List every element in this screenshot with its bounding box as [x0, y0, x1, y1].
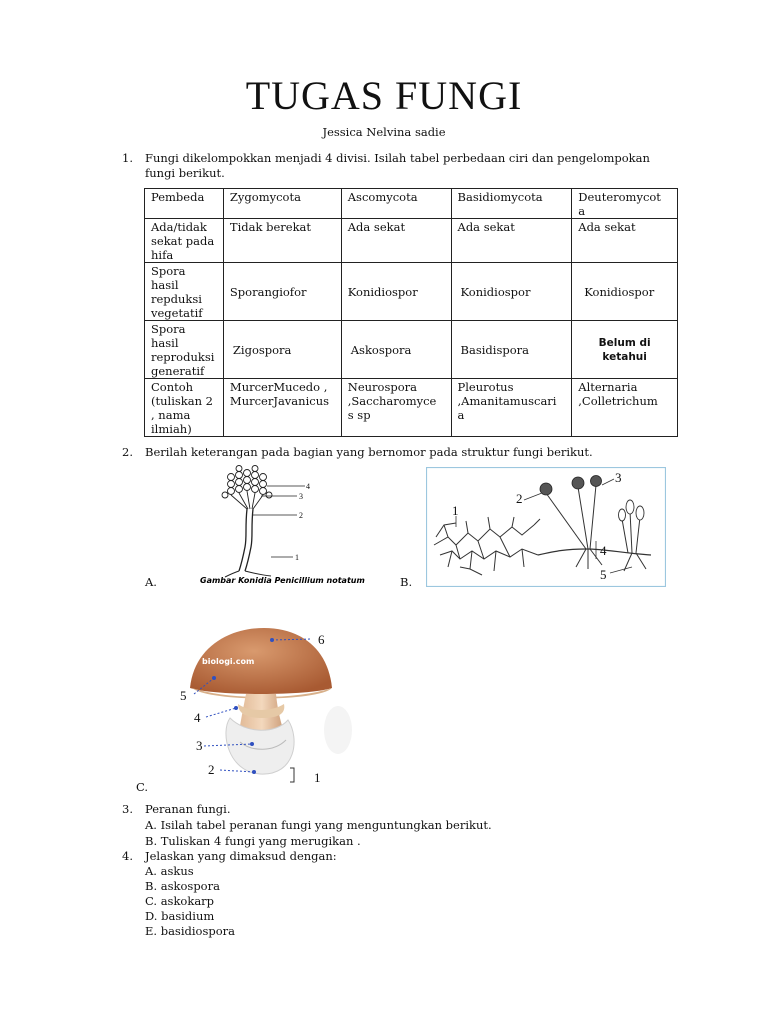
document-title: TUGAS FUNGI	[245, 73, 523, 118]
question-2-text: Berilah keterangan pada bagian yang bernomor pada struktur fungi berikut.	[145, 445, 593, 459]
question-4-item: A. askus	[145, 864, 194, 878]
question-4-item: C. askokarp	[145, 894, 215, 908]
row-label-line: vegetatif	[151, 306, 203, 320]
figure-c-number: 2	[208, 762, 215, 777]
question-4-item: D. basidium	[145, 909, 215, 923]
header-cell-line: Deuteromycot	[578, 190, 661, 204]
question-3-number: 3.	[122, 802, 133, 816]
table-cell: Tidak berekat	[223, 219, 341, 263]
table-cell: Zigospora	[223, 321, 341, 379]
row-label-line: Spora	[151, 264, 186, 278]
question-4-text: Jelaskan yang dimaksud dengan:	[145, 849, 337, 863]
figure-b-number: 4	[600, 543, 607, 558]
figure-c-number: 1	[314, 770, 321, 785]
figure-b-number: 3	[615, 470, 622, 485]
table-row	[145, 379, 678, 437]
table-cell: Askospora	[341, 321, 451, 379]
cell-line: a	[457, 408, 465, 422]
figure-b-rhizopus	[426, 467, 666, 587]
table-row	[145, 263, 678, 321]
figure-a-number: 1	[295, 553, 299, 562]
cell-line: Belum di	[598, 337, 651, 349]
row-label	[145, 321, 224, 379]
figure-b-label: B.	[400, 575, 413, 589]
row-label-line: Ada/tidak	[151, 220, 207, 234]
figure-c-number: 4	[194, 710, 201, 725]
row-label-line: sekat pada	[151, 234, 215, 248]
row-label-line: ilmiah)	[151, 422, 192, 436]
row-label-line: hifa	[151, 248, 174, 262]
cell-line: Neurospora	[347, 380, 417, 394]
cell-line: ,Saccharomyce	[347, 394, 437, 408]
cell-line: Pleurotus	[457, 380, 514, 394]
table-cell: Konidiospor	[341, 263, 451, 321]
cell-line: ketahui	[602, 351, 647, 363]
row-label-line: Contoh	[151, 380, 194, 394]
row-label	[145, 263, 224, 321]
table-cell: Basidispora	[451, 321, 572, 379]
figure-c-mushroom	[168, 622, 354, 787]
cell-line: s sp	[347, 408, 371, 422]
figure-c-number: 5	[180, 688, 187, 703]
header-cell: Zygomycota	[223, 189, 341, 219]
row-label-line: reproduksi	[151, 350, 215, 364]
table-cell: Ada sekat	[341, 219, 451, 263]
question-4-number: 4.	[122, 849, 133, 863]
question-3-item: B. Tuliskan 4 fungi yang merugikan .	[145, 834, 361, 848]
header-cell-line: a	[578, 204, 586, 218]
question-2-number: 2.	[122, 445, 133, 459]
question-3-item: A. Isilah tabel peranan fungi yang menguntungkan berikut.	[145, 818, 492, 832]
cell-line: MurcerJavanicus	[229, 394, 329, 408]
row-label-line: , nama	[151, 408, 191, 422]
figure-a-number: 3	[299, 492, 303, 501]
table-cell: Ada sekat	[572, 219, 678, 263]
table-cell: Sporangiofor	[223, 263, 341, 321]
figure-c-watermark: biologi.com	[202, 657, 255, 666]
question-1-number: 1.	[122, 151, 133, 165]
figure-b-number: 1	[452, 503, 459, 518]
figure-b-number: 5	[600, 567, 607, 582]
row-label-line: repduksi	[151, 292, 202, 306]
row-label-line: hasil	[151, 336, 179, 350]
table-cell: Konidiospor	[451, 263, 572, 321]
figure-c-number: 3	[196, 738, 203, 753]
figure-c-label: C.	[136, 780, 149, 794]
table-cell	[451, 379, 572, 437]
table-cell: Konidiospor	[572, 263, 678, 321]
table-cell	[341, 379, 451, 437]
figure-a-penicillium	[195, 465, 385, 590]
question-3-text: Peranan fungi.	[145, 802, 231, 816]
question-4-item: B. askospora	[145, 879, 220, 893]
question-1-text-line1: Fungi dikelompokkan menjadi 4 divisi. Isilah tabel perbedaan ciri dan pengelompokan	[145, 151, 650, 165]
figure-a-caption: Gambar Konidia Penicillium notatum	[200, 576, 365, 585]
row-label-line: Spora	[151, 322, 186, 336]
figure-a-number: 4	[306, 482, 310, 491]
table-cell	[223, 379, 341, 437]
question-1-text-line2: fungi berikut.	[145, 166, 225, 180]
table-header-row	[145, 189, 678, 219]
figure-c-number: 6	[318, 632, 325, 647]
table-cell	[572, 379, 678, 437]
fungi-division-table	[144, 188, 678, 437]
figure-a-number: 2	[299, 511, 303, 520]
cell-line: Alternaria	[578, 380, 638, 394]
header-cell: Ascomycota	[341, 189, 451, 219]
table-cell: Ada sekat	[451, 219, 572, 263]
table-row	[145, 219, 678, 263]
cell-line: ,Colletrichum	[578, 394, 658, 408]
row-label-line: (tuliskan 2	[151, 394, 213, 408]
row-label-line: hasil	[151, 278, 179, 292]
cell-line: ,Amanitamuscari	[457, 394, 557, 408]
header-cell: Pembeda	[145, 189, 224, 219]
table-row	[145, 321, 678, 379]
row-label	[145, 379, 224, 437]
table-cell	[572, 321, 678, 379]
author-name: Jessica Nelvina sadie	[322, 125, 446, 139]
header-cell: Basidiomycota	[451, 189, 572, 219]
row-label	[145, 219, 224, 263]
row-label-line: generatif	[151, 364, 205, 378]
question-4-item: E. basidiospora	[145, 924, 236, 938]
figure-a-label: A.	[145, 575, 157, 589]
header-cell	[572, 189, 678, 219]
cell-line: MurcerMucedo ,	[229, 380, 328, 394]
figure-b-number: 2	[516, 491, 523, 506]
